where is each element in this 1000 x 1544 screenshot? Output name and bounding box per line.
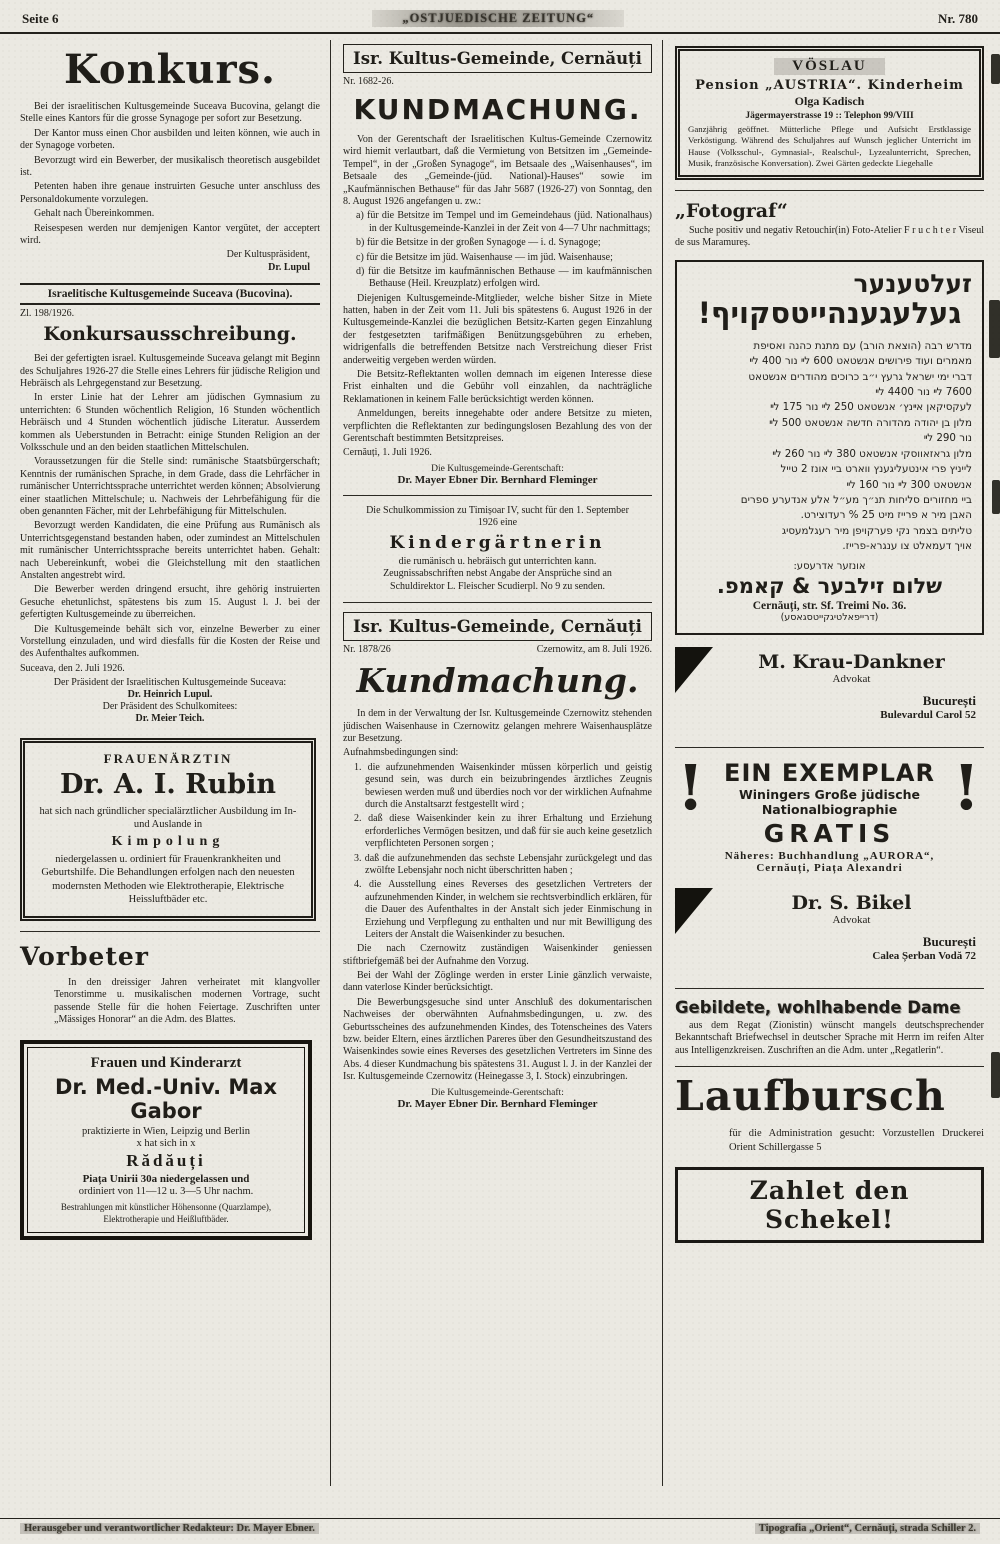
left-column bbox=[18, 40, 330, 1486]
kundmachung-1-intro: Von der Gerentschaft der Israelitischen Kultus-Gemeinde Czernowitz wird hiemit verlautbart, daß die Vermietung von Betsitzen im „Gemeinde-Tempel“, in der „Großen Synagoge“, im Betsaale des „Waisenhauses“, im Betsaale des „Gemeinde-(jüd. National)-Hauses“ sowie im „Kaufmännischen Bethause“ für das Jahr 5687 (1926-27) von Sonntag, den 8. August 1926 angefangen u. zw.: bbox=[343, 134, 652, 207]
divider bbox=[675, 747, 984, 748]
kundmachung-2-body bbox=[343, 943, 652, 1083]
list-item: a) für die Betsitze im Tempel und im Gemeindehaus (jüd. Nationalhaus) in der Kultusgemeinde-Kanzlei in der Zeit von 4—7 Uhr nachmittags; bbox=[356, 210, 652, 234]
divider bbox=[343, 602, 652, 603]
paragraph: Reisespesen werden nur demjenigen Kantor vergütet, der acceptert wird. bbox=[20, 222, 320, 246]
city-name: Rădăuți bbox=[126, 1151, 206, 1171]
ad-max-gabor bbox=[20, 1040, 312, 1240]
gratis-label: GRATIS bbox=[763, 818, 896, 848]
ad-text: Piața Unirii 30a niedergelassen und bbox=[82, 1173, 250, 1186]
firm-address: Cernăuți, str. Sf. Treimi No. 36. bbox=[752, 599, 907, 612]
conditions-label: Aufnahmsbedingungen sind: bbox=[343, 747, 459, 759]
kundmachung-1-body bbox=[343, 293, 652, 446]
divider bbox=[675, 190, 984, 191]
address-note: (דרייפאלטיגקייטסגאסע) bbox=[780, 611, 879, 623]
ad-text: niedergelassen u. ordiniert für Frauenkrankheiten und Geburtshilfe. Die Behandlungen erfolgen nach den neuesten modernsten Methoden wie Elektrotherapie, Elektrische Heissluftbäder etc. bbox=[41, 854, 295, 905]
list-item: d) für die Betsitze im kaufmännischen Bethause — im kaufmännischen Bethause (Heil. Kreuzplatz) erfolgen wird. bbox=[356, 265, 652, 290]
ad-voslau-pension bbox=[675, 46, 984, 180]
columns bbox=[0, 34, 1000, 1486]
price-line: נור 290 לײ bbox=[923, 432, 972, 445]
ad-kindergaertnerin bbox=[359, 505, 636, 594]
city-name: Kimpolung bbox=[111, 834, 225, 850]
price-line: האבן מיר א פרייז מיט 25 % רעדוצירט. bbox=[800, 509, 972, 522]
ad-text: aus dem Regat (Zionistin) wünscht mangels deutschsprechender Bekanntschaft Briefwechsel in deutscher Sprache mit Herrn im reifen Alter aus Intelligenzkreisen. Zuschriften an die Adm. unter „Regatlerin“. bbox=[675, 1019, 984, 1056]
advocate-street: Bulevardul Carol 52 bbox=[880, 708, 976, 721]
president-name: Dr. Heinrich Lupul. bbox=[127, 689, 213, 701]
konkurs-body bbox=[20, 101, 320, 247]
scan-smudge bbox=[991, 1052, 1000, 1098]
notice-meta-row bbox=[343, 644, 652, 655]
vorbeter-text: In den dreissiger Jahren verheiratet mit klangvoller Tenorstimme u. musikalischen modernen Vortrage, sucht passende Stelle für die hohen Feiertage. Zuschriften unter „Mässiges Honorar“ an die Adm. des Blattes. bbox=[54, 976, 320, 1025]
kundmachung-2-conditions bbox=[343, 762, 652, 941]
ad-title: „Fotograf“ bbox=[675, 200, 788, 222]
signature-label: Die Kultusgemeinde-Gerentschaft: bbox=[431, 463, 564, 474]
ad-text: Näheres: Buchhandlung „AURORA“, bbox=[724, 849, 935, 862]
paragraph: Gehalt nach Übereinkommen. bbox=[34, 208, 155, 220]
advocate-street: Calea Șerban Vodă 72 bbox=[872, 949, 976, 962]
paragraph: Bevorzugt wird ein Bewerber, der musikalisch theoretisch ausgebildet ist. bbox=[20, 154, 320, 178]
ad-title: Kindergärtnerin bbox=[389, 532, 606, 553]
reference-number: Zl. 198/1926. bbox=[20, 308, 75, 320]
place-date: Suceava, den 2. Juli 1926. bbox=[20, 662, 125, 674]
ad-title-line-2: געלעגענהייטסקויף! bbox=[697, 296, 962, 331]
right-column bbox=[662, 40, 988, 1486]
list-item: c) für die Betsitze im jüd. Waisenhause — im jüd. Waisenhause; bbox=[356, 251, 613, 263]
ad-schekel bbox=[675, 1167, 984, 1243]
ad-text: Winingers Große jüdische bbox=[738, 786, 920, 802]
signature-names: Dr. Mayer Ebner Dir. Bernhard Fleminger bbox=[397, 473, 598, 486]
owner-name: Olga Kadisch bbox=[794, 94, 865, 108]
paragraph: Die Kultusgemeinde behält sich vor, einzelne Bewerber zu einer Vorstellung einzuladen, und wird diesfalls für die Kosten der Reise und des Aufenthaltes aufkommen. bbox=[20, 623, 320, 660]
ad-text: Nationalbiographie bbox=[761, 801, 898, 817]
paragraph: Bei der gefertigten israel. Kultusgemeinde Suceava gelangt mit Beginn des Schuljahres 1926-27 die Stelle eines Lehrers für jüdische Religion und Hebräisch als Lehrgegenstand zur Besetzung. bbox=[20, 353, 320, 390]
price-line: מלון גראזאווסקי אנשטאט 380 לײ נור 260 לײ bbox=[772, 447, 972, 460]
paragraph: Petenten haben ihre genaue instruirten Gesuche unter anschluss des Personaldokumente vorzulegen. bbox=[20, 181, 320, 205]
divider bbox=[20, 931, 320, 932]
exclamation-decoration: ! bbox=[677, 750, 705, 824]
numbered-item: 4. die Ausstellung eines Reverses des gesetzlichen Vertreters der aufzunehmenden Kinder, in welchem sie rechtsverbindlich erklären, für die Dauer des Aufenthaltes in der Anstalt sich jeder Einmischung in Erziehung und Verpflegung zu enthalten und nur mit Bewilligung des Leiters der Anstalt die Waisenkinder zu besuchen. bbox=[354, 879, 652, 940]
printer-line: Tipografia „Orient“, Cernăuți, strada Schiller 2. bbox=[755, 1523, 980, 1534]
ad-text: Bestrahlungen mit künstlicher Höhensonne (Quarzlampe), Elektrotherapie und Heißluftbäder. bbox=[60, 1202, 272, 1224]
ad-title-line-1: זעלטענער bbox=[853, 268, 972, 298]
notice-date-2: Czernowitz, am 8. Juli 1926. bbox=[536, 644, 652, 656]
ad-frauenaerztin-rubin bbox=[20, 738, 316, 921]
ad-text: ordiniert von 11—12 u. 3—5 Uhr nachm. bbox=[78, 1186, 254, 1198]
schekel-text: Zahlet den Schekel! bbox=[749, 1175, 910, 1234]
ad-title: VÖSLAU bbox=[774, 58, 885, 75]
ad-text: Die Schulkommission zu Timișoar IV, sucht für den 1. September 1926 eine bbox=[366, 504, 629, 529]
newspaper-title: „OSTJUEDISCHE ZEITUNG“ bbox=[372, 10, 624, 27]
kundmachung-1-heading: KUNDMACHUNG. bbox=[353, 93, 642, 126]
paragraph: Bei der israelitischen Kultusgemeinde Suceava Bucovina, gelangt die Stelle eines Kantors für die grosse Synagoge per sofort zur Besetzung. bbox=[20, 101, 320, 125]
committee-president-label: Der Präsident des Schulkomitees: bbox=[102, 701, 238, 713]
president-label: Der Präsident der Israelitischen Kultusgemeinde Suceava: bbox=[53, 677, 287, 689]
page-footer bbox=[0, 1518, 1000, 1534]
list-item: b) für die Betsitze in der großen Synagoge — i. d. Synagoge; bbox=[356, 237, 601, 249]
ad-bikel bbox=[675, 888, 984, 978]
corner-triangle-decoration bbox=[675, 647, 713, 693]
firm-name: שלום זילבער & קאמפ. bbox=[716, 573, 943, 598]
page-number: Seite 6 bbox=[22, 10, 59, 26]
address-phone: Jägermayerstrasse 19 :: Telephon 99/VIII bbox=[745, 111, 914, 121]
publisher-line: Herausgeber und verantwortlicher Redakteur: Dr. Mayer Ebner. bbox=[20, 1523, 319, 1534]
paragraph: Die Bewerbungsgesuche sind unter Anschluß des dokumentarischen Nachweises der oberwähnten Aufnahmsbedingungen, u. zw. des Geburtsscheines des aufzunehmenden Kindes, des Totenscheines des Vaters bzw. beider Eltern, eines ärztlichen Pareres über den Gesundheitszustand des Waisenkindes sowie eines Reverses des gesetzlichen Vertreters im Sinne des Abs. 4 dieser Kundmachung bis spätestens 31. August l. J. in der Kanzlei der Isr. Kultusgemeinde Czernowitz (Heinegasse 3, I. Stock) einzubringen. bbox=[343, 996, 652, 1083]
divider bbox=[675, 1066, 984, 1067]
ad-laufbursch bbox=[675, 1071, 984, 1155]
ad-max-gabor-inner bbox=[27, 1047, 305, 1233]
kundmachung-1-items bbox=[343, 210, 652, 290]
ad-title: EIN EXEMPLAR bbox=[724, 758, 935, 787]
exclamation-decoration: ! bbox=[952, 750, 980, 824]
advocate-role: Advokat bbox=[832, 672, 871, 685]
price-line: מדרש רבה (הוצאת הורב) עם מתנת כהנה ואסיפת bbox=[753, 339, 972, 352]
price-line: לייניץ פרי אינטעליגענץ ווארט ביי אונז 2 טייל bbox=[780, 463, 972, 476]
pension-name: Pension „AUSTRIA“. Kinderheim bbox=[695, 78, 964, 93]
price-line: דברי ימי ישראל גרעץ י״ב כרוכים מהודרים אנשטאט bbox=[748, 370, 972, 383]
signature-names: Dr. Mayer Ebner Dir. Bernhard Fleminger bbox=[397, 1097, 598, 1110]
ad-text: Suche positiv und negativ Retouchir(in) Foto-Atelier F r u c h t e r Viseul de sus Maramureș. bbox=[675, 225, 984, 249]
numbered-item: 2. daß diese Waisenkinder kein zu ihrer Erhaltung und Erziehung erforderliches Vermögen besitzen, und daß für sie auch keine gesetzlich verpflichteten Personen sorgen ; bbox=[354, 813, 652, 850]
ad-text: Ganzjährig geöffnet. Mütterliche Pflege und Aufsicht Erstklassige Verköstigung. Während des Schuljahres auf Wunsch jeglicher Unterricht im Hause (Volksschul-, Gymnasial-, Realschul-, Lyzealunterricht, Sprechen, Musik, französische Konversation). Zwei Gärten gedeckte Liegehalle bbox=[688, 124, 971, 168]
scan-smudge bbox=[992, 480, 1000, 514]
price-line: טליתים בצמר נקי פערקויפן מיר רעגלמעסיג bbox=[781, 524, 972, 537]
ausschreibung-heading: Konkursausschreibung. bbox=[43, 323, 297, 346]
price-line: 7600 לײ נור 4400 לײ bbox=[875, 385, 972, 398]
committee-president-name: Dr. Meier Teich. bbox=[135, 713, 205, 725]
ad-gratis-exemplar bbox=[675, 750, 984, 876]
ad-yiddish-bookstore bbox=[675, 260, 984, 635]
masthead bbox=[0, 0, 1000, 34]
price-list bbox=[687, 339, 972, 555]
paragraph: Die nach Czernowitz zuständigen Waisenkinder geniessen stiftbriefgemäß bei der Aufnahme den Vorzug. bbox=[343, 943, 652, 967]
vorbeter-heading: Vorbeter bbox=[20, 941, 149, 971]
doctor-name: Dr. A. I. Rubin bbox=[60, 769, 276, 801]
numbered-item: 3. daß die aufzunehmenden das sechste Lebensjahr zurückgelegt und das zwölfte Lebensjahr noch nicht überschritten haben ; bbox=[354, 852, 652, 876]
paragraph: Bei der Wahl der Zöglinge werden in erster Linie gänzlich verwaiste, dann vaterlose Kinder berücksichtigt. bbox=[343, 970, 652, 994]
middle-column bbox=[330, 40, 662, 1486]
divider bbox=[343, 495, 652, 496]
paragraph: Der Kantor muss einen Chor ausbilden und leiten können, wie auch in der Synagoge vorbeten. bbox=[20, 127, 320, 152]
advocate-name: Dr. S. Bikel bbox=[791, 891, 912, 914]
corner-triangle-decoration bbox=[675, 888, 713, 934]
konkurs-signature-role: Der Kultuspräsident, bbox=[226, 249, 310, 261]
price-line: לעקסיקאן אײנץ׳ אנשטאט 250 לײ נור 175 לײ bbox=[770, 401, 972, 414]
gemeinde-header-2: Isr. Kultus-Gemeinde, Cernăuți bbox=[343, 612, 652, 641]
advocate-city: București bbox=[922, 692, 976, 708]
paragraph: Die Betsitz-Reflektanten wollen demnach im eigenen Interesse diese Frist einhalten und die Gebühr voll einzahlen, da nachträgliche Reklamationen in keinem Falle berücksichtigt werden können. bbox=[343, 369, 652, 405]
scan-smudge bbox=[989, 300, 1000, 358]
paragraph: Voraussetzungen für die Stelle sind: rumänische Staatsbürgerschaft; Kenntnis der rumänischen Sprache, in dem Grade, dass die Lehrfächer in rumänischer Unterrichtssprache unterrichtet werden können; Absolvierung einer staatlichen Mittelschule; u. Nachweis der Lehrbefähigung für die oben genannten Fächer, mit der Lehrbefähigung für Mittelschulen. bbox=[20, 456, 320, 517]
numbered-item: 1. die aufzunehmenden Waisenkinder müssen körperlich und geistig gesund sein, was durch ein beizubringendes ärztliches Zeugnis bewiesen werden muß und überdies noch vor der wirklichen Aufnahme durch die Anstaltsarzt festgestellt wird ; bbox=[354, 761, 652, 810]
notice-number-1: Nr. 1682-26. bbox=[343, 76, 394, 87]
signature-label: Die Kultusgemeinde-Gerentschaft: bbox=[431, 1087, 564, 1098]
advocate-name: M. Krau-Dankner bbox=[758, 650, 945, 673]
price-line: מאמרים ועוד פירושים אנשטאט 600 לײ נור 400 לײ bbox=[749, 355, 972, 368]
ad-title: Gebildete, wohlhabende Dame bbox=[675, 997, 961, 1017]
ad-text: x hat sich in x bbox=[136, 1138, 196, 1150]
price-line: מלון בן יהודה מהדורה חדשה אנשטאט 500 לײ bbox=[769, 416, 972, 429]
ad-krau-dankner bbox=[675, 647, 984, 737]
kundmachung-2-heading: Kundmachung. bbox=[356, 661, 639, 701]
paragraph: Bevorzugt werden Kandidaten, die eine Prüfung aus Rumänisch als Unterrichtsgegenstand bestanden haben, oder zumindest an Mittelschulen mit rumänischer Unterrichtssprache bereits unterrichtet haben. Gehalt: nach Uebereinkunft, wobei die Gleichstellung mit den staatlichen Anstalten angestrebt wird. bbox=[20, 520, 320, 581]
notice-number-2: Nr. 1878/26 bbox=[343, 644, 391, 656]
price-line: אויך דעמאלט צו ענגרא-פרייז. bbox=[842, 540, 972, 553]
konkurs-heading: Konkurs. bbox=[64, 46, 276, 93]
ad-label: FRAUENÄRZTIN bbox=[103, 751, 233, 767]
ad-text: Cernăuți, Piața Alexandri bbox=[756, 861, 903, 874]
price-line: אנשטאט 300 לײ נור 160 לײ bbox=[846, 478, 972, 491]
price-line: ביי מחזורים סליחות תנ״ך מע״ל אלע אנדערע ספרים bbox=[740, 494, 972, 506]
gemeinde-header-1: Isr. Kultus-Gemeinde, Cernăuți bbox=[343, 44, 652, 73]
paragraph: Die Bewerber werden dringend ersucht, ihre gehörig instruierten Gesuche ehetunlichst, spätestens bis zum 15. August l. J. bei der gefertigten Kultusgemeinde zu überreichen. bbox=[20, 584, 320, 621]
ad-label: Frauen und Kinderarzt bbox=[90, 1055, 242, 1072]
konkurs-signature-name: Dr. Lupul bbox=[268, 262, 310, 274]
address-label: אונזער אדרעסע: bbox=[793, 560, 866, 572]
ad-text: hat sich nach gründlicher specialärztlicher Ausbildung im In- und Auslande in bbox=[39, 806, 297, 831]
kundmachung-2-intro: In dem in der Verwaltung der Isr. Kultusgemeinde Czernowitz stehenden jüdischen Waisenhause in Czernowitz gelangen mehrere Waisenhausplätze zur Besetzung. bbox=[343, 708, 652, 745]
ad-dame bbox=[675, 998, 984, 1057]
divider bbox=[675, 988, 984, 989]
ausschreibung-body bbox=[20, 353, 320, 660]
paragraph: Diejenigen Kultusgemeinde-Mitglieder, welche bisher Sitze in Miete hatten, haben in der Zeit vom 11. Juli bis spätestens 6. August 1926 in der Kultusgemeinde-Kanzlei die bezüglichen Betsitz-Karten gegen Einzahlung der festgesetzten tarifmäßigen Benützungsgebühren zu erheben, widrigenfalls die betreffenden Betsitze nach Verstreichung dieser Frist anderweitig vergeben werden würden. bbox=[343, 292, 652, 366]
advocate-role: Advokat bbox=[832, 913, 871, 926]
issue-number: Nr. 780 bbox=[938, 10, 978, 26]
section-title-bar: Israelitische Kultusgemeinde Suceava (Bucovina). bbox=[20, 283, 320, 305]
scan-smudge bbox=[991, 54, 1000, 84]
ad-fotograf bbox=[675, 200, 984, 250]
ad-title: Laufbursch bbox=[675, 1071, 946, 1120]
advocate-city: București bbox=[922, 933, 976, 949]
paragraph: Anmeldungen, bereits innegehabte oder andere Betsitze zu mieten, verpflichten die Reflektanten zur bedingungslosen Bezahlung des von der Gerentschaft bestimmten Betsitzpreises. bbox=[343, 408, 652, 444]
place-date: Cernăuți, 1. Juli 1926. bbox=[343, 447, 432, 459]
ad-text: praktizierte in Wien, Leipzig und Berlin bbox=[82, 1126, 250, 1138]
doctor-name: Dr. Med.-Univ. Max Gabor bbox=[54, 1075, 278, 1124]
ad-text: die rumänisch u. hebräisch gut unterrichten kann. Zeugnissabschriften nebst Angabe der Ansprüche sind an Schuldirektor L. Fleischer Scudierpl. No 9 zu senden. bbox=[383, 555, 612, 592]
ad-text: für die Administration gesucht: Vorzustellen Druckerei Orient Schillergasse 5 bbox=[729, 1128, 984, 1154]
paragraph: In erster Linie hat der Lehrer am jüdischen Gymnasium zu unterrichten: 6 Stunden wöchentlich Religion, 16 Stunden wöchentlich Hebräisch und 4 Stunden wöchentlich jüdische Literatur. Ausserdem kommen als Ueberstunden in Betracht: einige Stunden Religion an der Volksschule und an den beiden staatlichen Mittelschulen. bbox=[20, 392, 320, 454]
